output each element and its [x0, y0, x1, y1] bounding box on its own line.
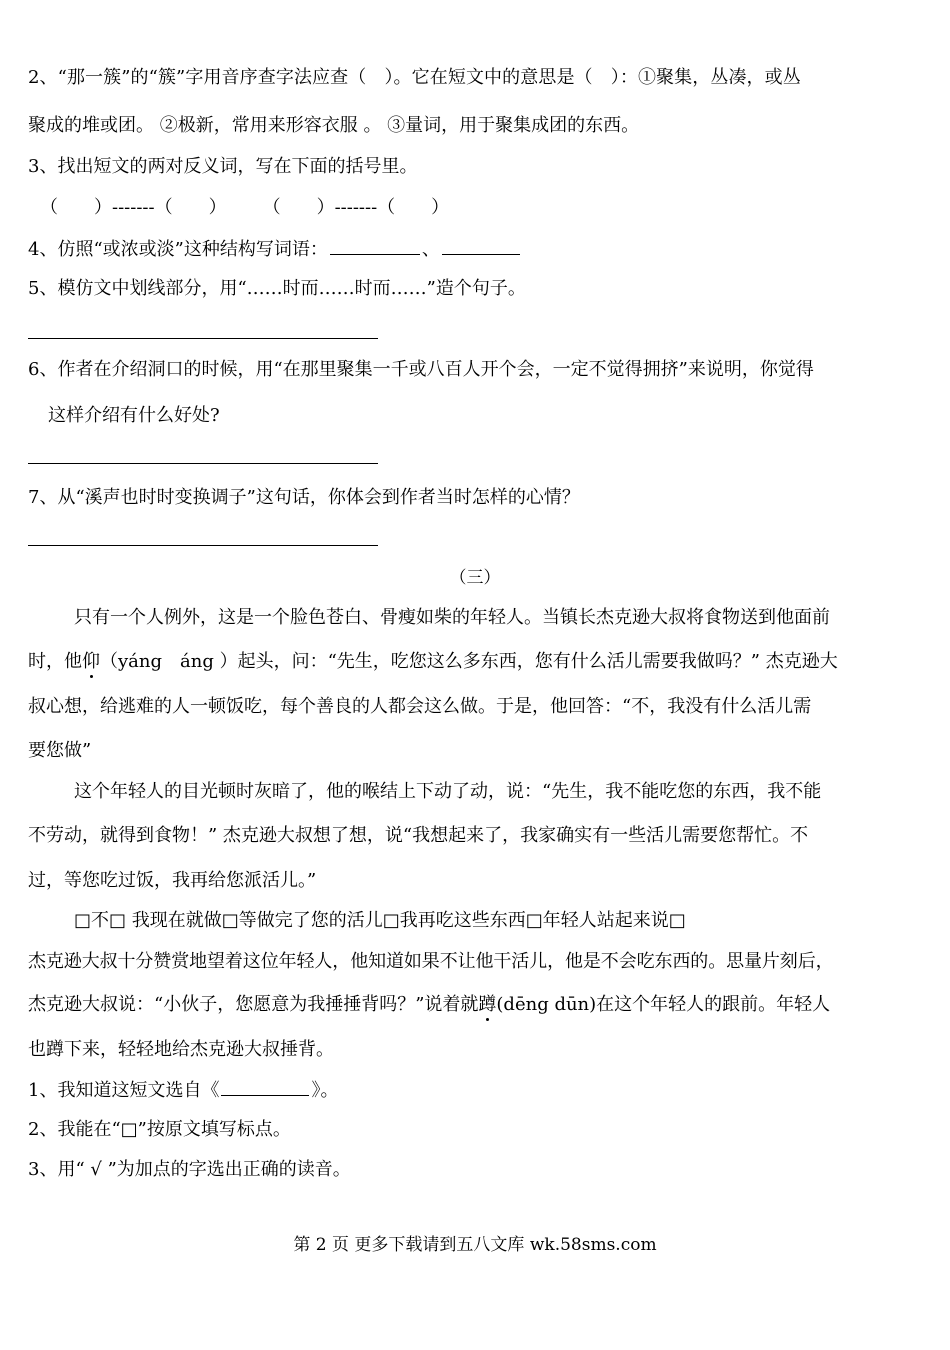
section3-q2: 2、我能在“□”按原文填写标点。 [28, 1119, 291, 1140]
s3-q1-suffix: 》。 [311, 1080, 339, 1101]
s3-q1-answer-blank[interactable] [221, 1077, 309, 1096]
q6-answer-line[interactable] [28, 463, 378, 464]
para1-line2-b: （yáng áng ）起头，问：“先生，吃您这么多东西，您有什么活儿需要我做吗？” 杰克逊大 [100, 651, 838, 672]
para2-line1: 这个年轻人的目光顿时灰暗了，他的喉结上下动了动，说：“先生，我不能吃您的东西，我不能 [74, 781, 822, 802]
para1-line4: 要您做” [28, 740, 92, 761]
q4-prefix: 4、仿照“或浓或淡”这种结构写词语： [28, 239, 328, 260]
q4-answer-blank-2[interactable] [442, 236, 520, 255]
q5-text: 5、模仿文中划线部分，用“……时而……时而……”造个句子。 [28, 278, 526, 299]
section3-q3: 3、用“ √ ”为加点的字选出正确的读音。 [28, 1159, 351, 1180]
para4-line2-b: (dēng dūn)在这个年轻人的跟前。年轻人 [496, 994, 831, 1015]
section3-q1 [28, 1077, 338, 1103]
section2-q4 [28, 236, 522, 262]
para2-line3: 过，等您吃过饭，我再给您派活儿。” [28, 870, 317, 891]
dotted-char-yang: 仰 [82, 651, 100, 672]
para1-line1: 只有一个人例外，这是一个脸色苍白、骨瘦如柴的年轻人。当镇长杰克逊大叔将食物送到他面前 [74, 607, 830, 628]
para4-line2 [28, 993, 830, 1017]
q4-answer-blank-1[interactable] [330, 236, 420, 255]
s3-q1-prefix: 1、我知道这短文选自《 [28, 1080, 220, 1101]
q2-line2: 聚成的堆或团。 ②极新，常用来形容衣服 。 ③量词，用于聚集成团的东西。 [28, 115, 640, 136]
para2-line2: 不劳动，就得到食物！” 杰克逊大叔想了想，说“我想起来了，我家确实有一些活儿需要您帮忙。不 [28, 825, 809, 846]
q6-line1: 6、作者在介绍洞口的时候，用“在那里聚集一千或八百人开个会，一定不觉得拥挤”来说明，你觉得 [28, 359, 814, 380]
page-footer: 第 2 页 更多下载请到五八文库 wk.58sms.com [293, 1235, 657, 1255]
para4-line2-a: 杰克逊大叔说：“小伙子，您愿意为我捶捶背吗？”说着就 [28, 994, 479, 1015]
q3-text: 3、找出短文的两对反义词，写在下面的括号里。 [28, 156, 418, 177]
section3-heading: （三） [449, 568, 501, 588]
q2-line1: 2、“那一簇”的“簇”字用音序查字法应查（ ）。它在短文中的意思是（ ）：①聚集，丛凑，或丛 [28, 67, 801, 88]
para4-line3: 也蹲下来，轻轻地给杰克逊大叔捶背。 [28, 1039, 334, 1060]
dotted-char-dun: 蹲 [478, 994, 497, 1015]
q4-separator: 、 [421, 239, 440, 260]
passage-paragraph-3: □不□ 我现在就做□等做完了您的活儿□我再吃这些东西□年轻人站起来说□ [74, 910, 686, 931]
q7-answer-line[interactable] [28, 545, 378, 546]
para1-line3: 叔心想，给逃难的人一顿饭吃，每个善良的人都会这么做。于是，他回答：“不，我没有什么活儿需 [28, 696, 812, 717]
para1-line2 [28, 650, 838, 674]
q6-line2: 这样介绍有什么好处? [48, 405, 220, 426]
q3-pairs: （ ）-------（ ） （ ）-------（ ） [40, 197, 450, 218]
para4-line1: 杰克逊大叔十分赞赏地望着这位年轻人，他知道如果不让他干活儿，他是不会吃东西的。思量片刻后， [28, 951, 834, 972]
q7-text: 7、从“溪声也时时变换调子”这句话，你体会到作者当时怎样的心情？ [28, 487, 580, 508]
para1-line2-a: 时，他 [28, 651, 82, 672]
q5-answer-line[interactable] [28, 338, 378, 339]
